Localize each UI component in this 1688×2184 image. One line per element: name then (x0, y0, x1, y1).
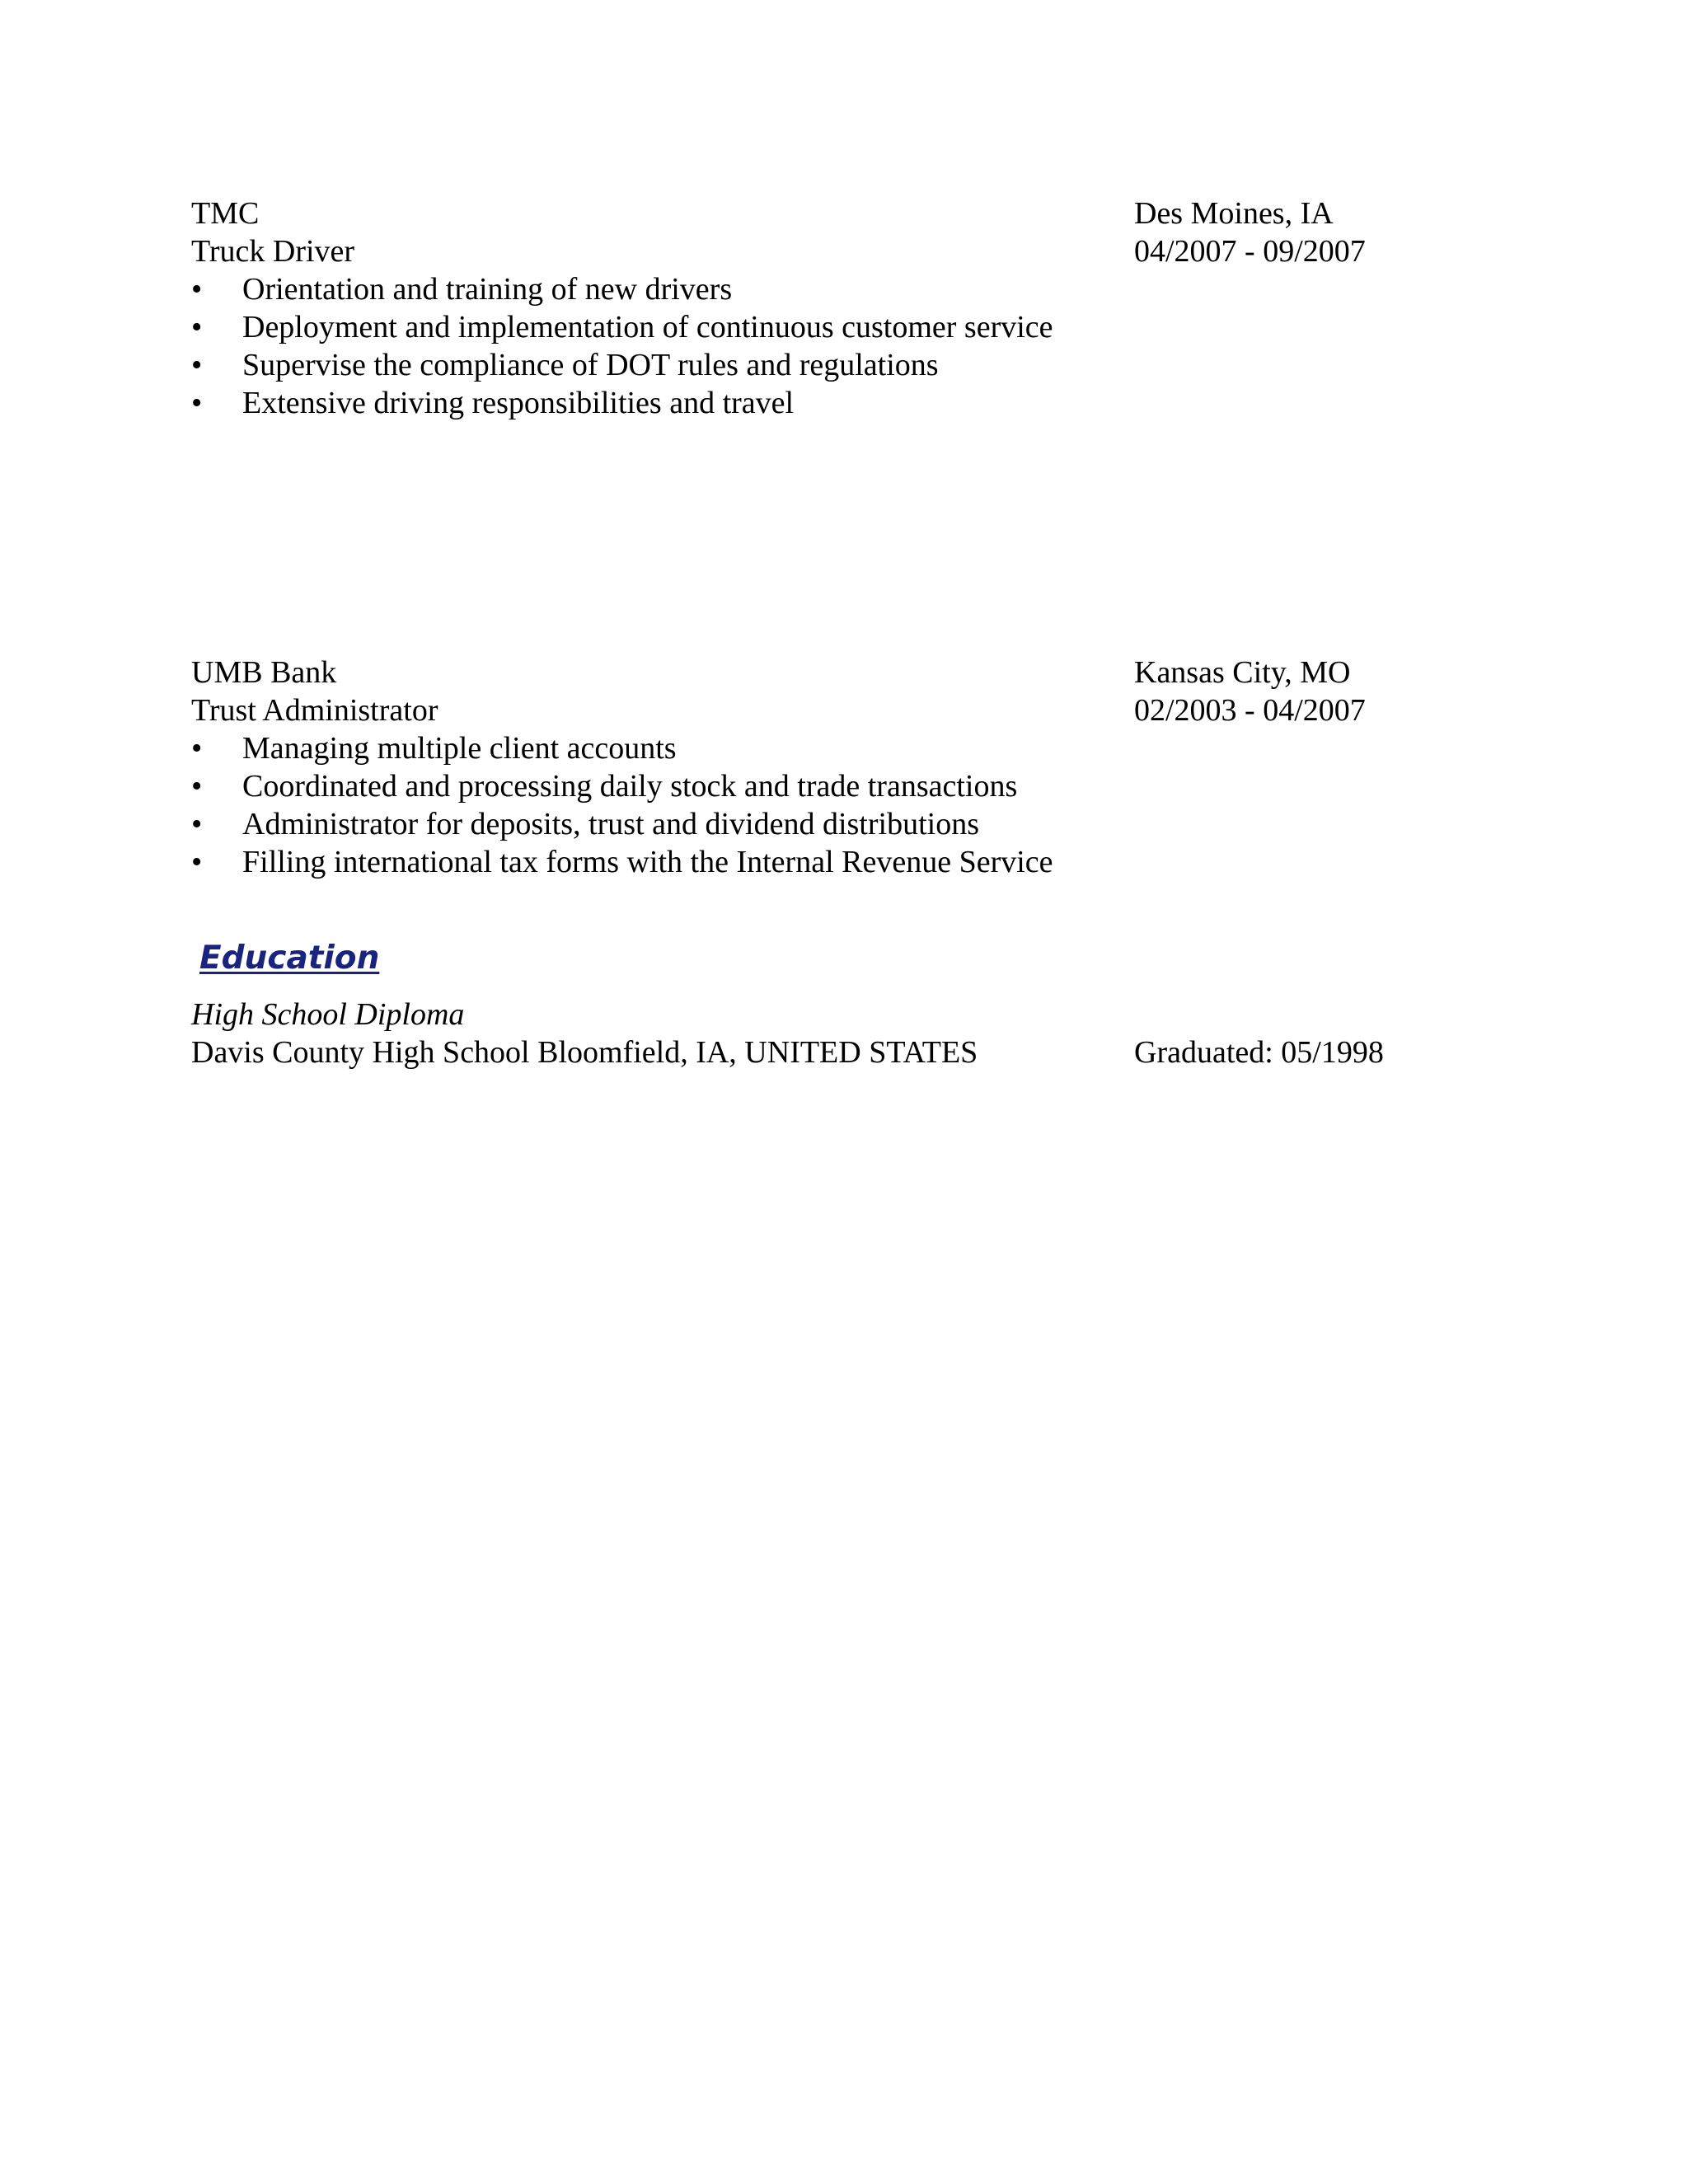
job-title-row (191, 232, 1411, 270)
job-dates: 02/2003 - 04/2007 (1134, 693, 1366, 728)
duty-text: Supervise the compliance of DOT rules and regulations (242, 348, 939, 382)
job-location: Kansas City, MO (1134, 655, 1351, 690)
school-name: Davis County High School Bloomfield, IA, UNITED STATES (191, 1035, 978, 1070)
job-title: Truck Driver (191, 234, 355, 269)
education-entry (191, 996, 1461, 1071)
duty-text: Managing multiple client accounts (242, 731, 677, 766)
job-location: Des Moines, IA (1134, 196, 1334, 231)
job-title-row (191, 691, 1411, 729)
degree-name: High School Diploma (191, 997, 465, 1032)
job-title: Trust Administrator (191, 693, 438, 728)
list-item (191, 767, 1411, 805)
job-entry-umb-bank (191, 654, 1411, 881)
bullet-marker: • (191, 845, 203, 879)
job-duties-list (191, 729, 1411, 881)
bullet-marker: • (191, 310, 203, 344)
job-dates: 04/2007 - 09/2007 (1134, 234, 1366, 269)
school-row (191, 1033, 1461, 1071)
company-name: TMC (191, 196, 260, 231)
bullet-marker: • (191, 807, 203, 841)
duty-text: Extensive driving responsibilities and travel (242, 386, 795, 420)
bullet-marker: • (191, 731, 203, 766)
graduation-date: Graduated: 05/1998 (1134, 1035, 1384, 1070)
duty-text: Orientation and training of new drivers (242, 272, 733, 307)
bullet-marker: • (191, 769, 203, 804)
duty-text: Deployment and implementation of continuous customer service (242, 310, 1053, 344)
duty-text: Administrator for deposits, trust and dividend distributions (242, 807, 979, 841)
list-item (191, 346, 1411, 384)
job-header-row (191, 654, 1411, 691)
list-item (191, 805, 1411, 843)
duty-text: Coordinated and processing daily stock and trade transactions (242, 769, 1018, 804)
job-header-row (191, 194, 1411, 232)
bullet-marker: • (191, 348, 203, 382)
degree-row (191, 996, 1461, 1033)
job-duties-list (191, 270, 1411, 422)
list-item (191, 308, 1411, 346)
duty-text: Filling international tax forms with the Internal Revenue Service (242, 845, 1053, 879)
list-item (191, 384, 1411, 422)
bullet-marker: • (191, 386, 203, 420)
job-entry-tmc (191, 194, 1411, 422)
education-heading: Education (199, 940, 380, 977)
list-item (191, 843, 1411, 881)
list-item (191, 270, 1411, 308)
company-name: UMB Bank (191, 655, 337, 690)
bullet-marker: • (191, 272, 203, 307)
list-item (191, 729, 1411, 767)
